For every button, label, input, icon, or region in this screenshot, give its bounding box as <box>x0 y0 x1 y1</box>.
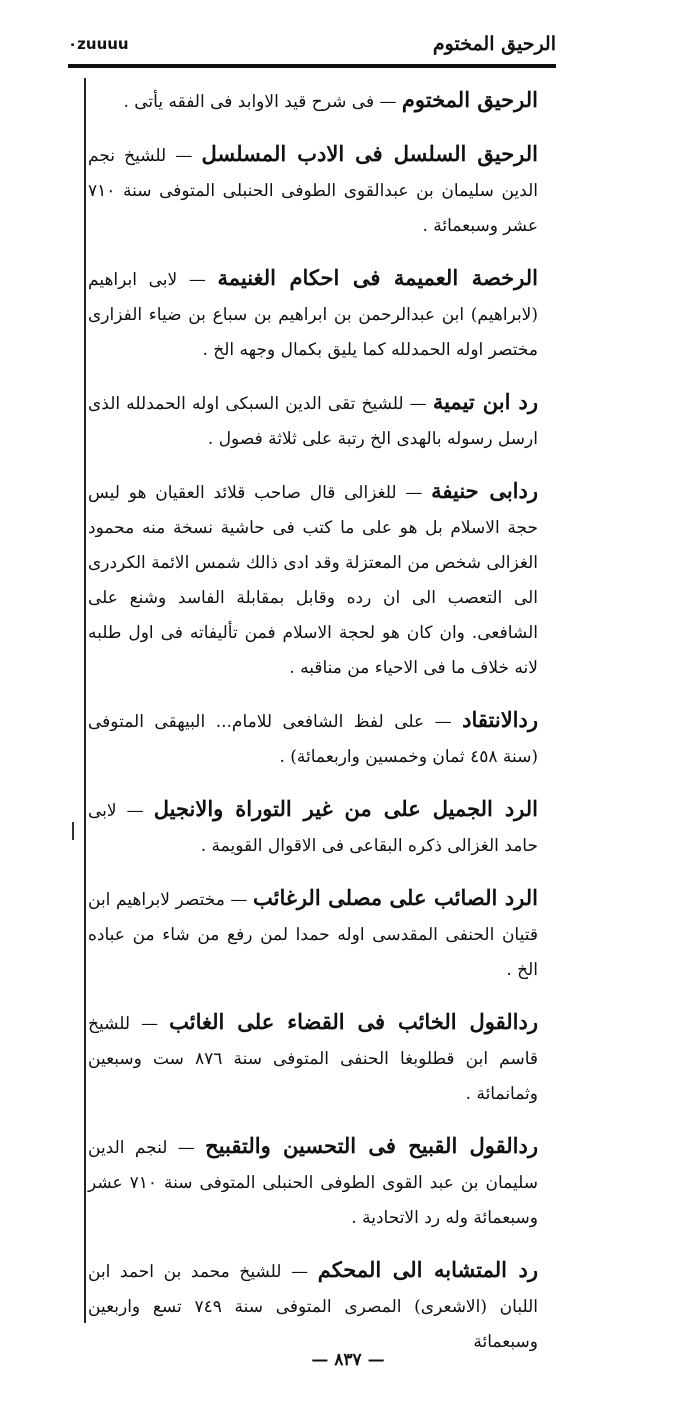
entry-body: — للشيخ محمد بن احمد ابن اللبان (الاشعرى) المصرى المتوفى سنة ٧٤٩ تسع واربعين وسبعمائة <box>88 1262 538 1352</box>
header-rule <box>68 64 556 68</box>
entry-body: — فى شرح قيد الاوابد فى الفقه يأتى . <box>123 92 402 112</box>
entry-body: — لنجم الدين سليمان بن عبد القوى الطوفى الحنبلى المتوفى سنة ٧١٠ عشر وسبعمائة وله رد الاتحادية . <box>88 1138 538 1228</box>
entry <box>88 82 538 120</box>
entry <box>88 384 538 457</box>
entry <box>88 702 538 775</box>
running-title: الرحيق المختوم <box>432 33 556 55</box>
entry-title: الرخصة العميمة فى احكام الغنيمة <box>217 265 538 290</box>
entry <box>88 791 538 864</box>
margin-line <box>84 78 86 1323</box>
entry <box>88 1004 538 1112</box>
entry <box>88 1128 538 1236</box>
entry-body: — للغزالى قال صاحب قلائد العقيان هو ليس حجة الاسلام بل هو على ما كتب فى حاشية نسخة منه محمود الغزالى شخص من المعتزلة وقد ادى ذالك شمس الائمة الكردرى الى التعصب الى ان رده وقابل بمقابلة الفاسد وشنع على الشافعى. وان كان هو لحجة الاسلام فمن تأليفاته فى اول طلبه لانه خلاف ما فى الاحياء من مناقبه . <box>88 483 538 678</box>
entry-title: ردالقول الخائب فى القضاء على الغائب <box>169 1009 539 1034</box>
entry-title: الرد الجميل على من غير التوراة والانجيل <box>153 796 539 821</box>
entry <box>88 260 538 368</box>
entry-body: — على لفظ الشافعى للامام... البيهقى المتوفى (سنة ٤٥٨ ثمان وخمسين واربعمائة) . <box>88 712 538 767</box>
entry-title: ردابى حنيفة <box>431 478 538 503</box>
entry-title: رد ابن تيمية <box>432 389 538 414</box>
page-header <box>68 28 556 60</box>
entry-title: الرد الصائب على مصلى الرغائب <box>253 885 539 910</box>
entry-body: — للشيخ نجم الدين سليمان بن عبدالقوى الطوفى الحنبلى المتوفى سنة ٧١٠ عشر وسبعمائة . <box>88 146 538 236</box>
entry <box>88 136 538 244</box>
entry-title: الرحيق السلسل فى الادب المسلسل <box>201 141 539 166</box>
entry <box>88 880 538 988</box>
entry-title: الرحيق المختوم <box>401 87 538 112</box>
entry-body: — لابى حامد الغزالى ذكره البقاعى فى الاقوال القويمة . <box>88 801 538 856</box>
entry <box>88 473 538 686</box>
entry-body: — لابى ابراهيم (لابراهيم) ابن عبدالرحمن بن ابراهيم بن سباع بن ضياء الفزارى مختصر اوله الحمدلله كما يليق بكمال وجهه الخ . <box>88 270 538 360</box>
entry-title: ردالقول القبيح فى التحسين والتقبيح <box>205 1133 538 1158</box>
margin-mark <box>72 822 74 840</box>
entry-title: ردالانتقاد <box>462 707 538 732</box>
entry-body: — للشيخ قاسم ابن قطلوبغا الحنفى المتوفى سنة ٨٧٦ ست وسبعين وثمانمائة . <box>88 1014 538 1104</box>
header-code: ٠zuuuu <box>68 35 129 53</box>
entry-body: — للشيخ تقى الدين السبكى اوله الحمدلله الذى ارسل رسوله بالهدى الخ رتبة على ثلاثة فصول . <box>88 394 538 449</box>
entry-body: — مختصر لابراهيم ابن قتيان الحنفى المقدسى اوله حمدا لمن رفع من شاء من عباده الخ . <box>88 890 538 980</box>
entry <box>88 1252 538 1360</box>
entries-list <box>88 82 538 1376</box>
page-number: — ٨٣٧ — <box>311 1350 385 1370</box>
entry-title: رد المتشابه الى المحكم <box>317 1257 538 1282</box>
